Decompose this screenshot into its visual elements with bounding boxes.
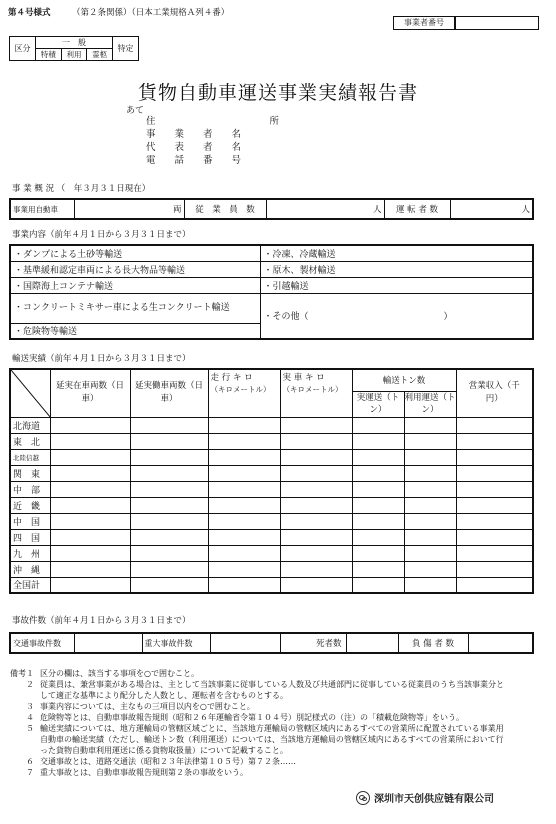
address-label: 住 所 xyxy=(146,116,280,127)
transport-cell[interactable] xyxy=(280,417,352,433)
injured-field[interactable] xyxy=(468,633,533,653)
transport-cell[interactable] xyxy=(50,561,130,577)
transport-row xyxy=(10,465,533,481)
transport-cell[interactable] xyxy=(352,529,404,545)
transport-cell[interactable] xyxy=(208,417,280,433)
col-distance xyxy=(208,369,280,417)
note-1-num: 備考１ xyxy=(10,669,34,678)
transport-cell[interactable] xyxy=(404,465,456,481)
representative-name-label: 代 表 者 名 xyxy=(146,142,242,153)
note-6-num: ６ xyxy=(26,757,34,766)
note-6 xyxy=(10,756,510,767)
watermark-text: 深圳市天创供应链有限公司 xyxy=(374,794,494,805)
deaths-label: 死者数 xyxy=(280,633,346,653)
transport-cell[interactable] xyxy=(352,417,404,433)
transport-cell[interactable] xyxy=(50,545,130,561)
transport-cell[interactable] xyxy=(280,545,352,561)
col-tonnage-actual: 実運送（トン） xyxy=(352,391,404,417)
business-item-moving[interactable]: ・引越輸送 xyxy=(260,277,533,293)
note-2-text: 従業員は、兼営事業がある場合は、主として当該事業に従事している人数及び共通部門に従事している従業員のうち当該事業分として適正な基準により配分した人数とし、運転者を含むものとする。 xyxy=(40,680,504,700)
transport-cell[interactable] xyxy=(208,465,280,481)
category-sub-riyou: 利用 xyxy=(61,49,87,61)
transport-cell[interactable] xyxy=(352,497,404,513)
transport-cell[interactable] xyxy=(404,577,456,593)
transport-cell[interactable] xyxy=(404,433,456,449)
transport-cell[interactable] xyxy=(50,417,130,433)
transport-cell[interactable] xyxy=(456,497,533,513)
transport-cell[interactable] xyxy=(352,561,404,577)
transport-cell[interactable] xyxy=(352,465,404,481)
transport-cell[interactable] xyxy=(352,433,404,449)
transport-cell[interactable] xyxy=(50,465,130,481)
transport-cell[interactable] xyxy=(208,497,280,513)
overview-table xyxy=(9,198,534,220)
transport-row xyxy=(10,449,533,465)
major-accidents-label: 重大事故件数 xyxy=(142,633,210,653)
note-1-text: 区分の欄は、該当する事項を○で囲むこと。 xyxy=(40,669,199,678)
diagonal-line xyxy=(11,370,51,418)
col-tonnage-use: 利用運送（トン） xyxy=(404,393,456,415)
deaths-field[interactable] xyxy=(346,633,398,653)
transport-cell[interactable] xyxy=(404,481,456,497)
vehicles-label: 事業用自動車 xyxy=(10,199,74,219)
transport-cell[interactable] xyxy=(130,497,208,513)
transport-cell[interactable] xyxy=(130,545,208,561)
transport-cell[interactable] xyxy=(456,449,533,465)
business-item-oversize[interactable]: ・基準緩和認定車両による長大物品等輸送 xyxy=(10,261,260,277)
drivers-unit: 人 xyxy=(521,205,530,215)
operator-number-label: 事業者番号 xyxy=(393,16,455,30)
transport-cell[interactable] xyxy=(456,465,533,481)
transport-cell[interactable] xyxy=(280,529,352,545)
business-item-hazardous[interactable]: ・危険物等輸送 xyxy=(10,323,260,339)
transport-cell[interactable] xyxy=(208,433,280,449)
transport-cell[interactable] xyxy=(208,449,280,465)
transport-table xyxy=(9,368,534,594)
employees-unit: 人 xyxy=(372,205,382,215)
transport-cell[interactable] xyxy=(50,449,130,465)
employees-field[interactable] xyxy=(266,199,384,219)
traffic-accidents-label: 交通事故件数 xyxy=(10,633,74,653)
transport-rows xyxy=(10,417,533,593)
note-4-num: ４ xyxy=(26,713,34,722)
transport-cell[interactable] xyxy=(208,513,280,529)
transport-cell[interactable] xyxy=(404,417,456,433)
transport-cell[interactable] xyxy=(280,497,352,513)
transport-cell[interactable] xyxy=(280,561,352,577)
notes xyxy=(10,668,510,778)
transport-cell[interactable] xyxy=(352,513,404,529)
drivers-label: 運 転 者 数 xyxy=(384,199,450,219)
transport-cell[interactable] xyxy=(280,481,352,497)
region-label: 中 国 xyxy=(10,513,50,529)
watermark xyxy=(352,788,498,807)
drivers-field[interactable] xyxy=(450,199,533,219)
form-reference: （第２条関係）（日本工業規格Ａ列４番） xyxy=(72,8,230,18)
category-sub-reikyu: 霊柩 xyxy=(87,49,113,61)
employees-label: 従 業 員 数 xyxy=(184,199,266,219)
transport-cell[interactable] xyxy=(456,433,533,449)
transport-cell[interactable] xyxy=(50,513,130,529)
transport-row xyxy=(10,577,533,593)
col-loaded-distance xyxy=(280,369,352,417)
transport-cell[interactable] xyxy=(50,529,130,545)
transport-cell[interactable] xyxy=(456,577,533,593)
corner-cell xyxy=(10,369,50,417)
region-label: 九 州 xyxy=(10,545,50,561)
transport-cell[interactable] xyxy=(404,545,456,561)
operator-name-label: 事 業 者 名 xyxy=(146,129,242,140)
transport-cell[interactable] xyxy=(50,497,130,513)
transport-row xyxy=(10,497,533,513)
transport-cell[interactable] xyxy=(130,417,208,433)
business-item-timber[interactable]: ・原木、製材輸送 xyxy=(260,261,533,277)
transport-cell[interactable] xyxy=(130,433,208,449)
transport-row xyxy=(10,545,533,561)
transport-cell[interactable] xyxy=(404,561,456,577)
col-existing-vehicles: 延実在車両数（日車） xyxy=(50,369,130,417)
transport-cell[interactable] xyxy=(130,529,208,545)
transport-cell[interactable] xyxy=(280,513,352,529)
transport-cell[interactable] xyxy=(404,529,456,545)
col-loaded-distance-unit: （キロメートル） xyxy=(282,385,343,394)
transport-cell[interactable] xyxy=(352,577,404,593)
business-item-container[interactable]: ・国際海上コンテナ輸送 xyxy=(10,277,260,293)
transport-cell[interactable] xyxy=(456,513,533,529)
transport-cell[interactable] xyxy=(130,513,208,529)
note-5-num: ５ xyxy=(26,724,34,733)
transport-row xyxy=(10,513,533,529)
transport-cell[interactable] xyxy=(50,577,130,593)
note-3 xyxy=(10,701,510,712)
operator-number-field[interactable] xyxy=(455,16,539,30)
transport-row xyxy=(10,529,533,545)
transport-cell[interactable] xyxy=(50,481,130,497)
transport-cell[interactable] xyxy=(352,449,404,465)
region-label: 中 部 xyxy=(10,481,50,497)
col-revenue: 営業収入（千円） xyxy=(456,369,533,417)
col-working-vehicles: 延実働車両数（日車） xyxy=(130,369,208,417)
transport-heading: 輸送実績（前年４月１日から３月３１日まで） xyxy=(12,354,191,364)
transport-cell[interactable] xyxy=(208,577,280,593)
overview-heading: 事 業 概 況 （ 年３月３１日現在） xyxy=(12,184,151,194)
business-item-refrigerated[interactable]: ・冷凍、冷蔵輸送 xyxy=(260,245,533,261)
transport-cell[interactable] xyxy=(404,497,456,513)
major-accidents-field[interactable] xyxy=(210,633,280,653)
region-label: 北陸信越 xyxy=(10,449,50,465)
vehicles-field[interactable] xyxy=(74,199,184,219)
business-item-other[interactable]: ・その他（ ） xyxy=(260,293,533,339)
region-label: 近 畿 xyxy=(10,497,50,513)
transport-cell[interactable] xyxy=(280,577,352,593)
transport-cell[interactable] xyxy=(280,465,352,481)
note-2 xyxy=(10,679,510,701)
region-label: 沖 縄 xyxy=(10,561,50,577)
transport-row xyxy=(10,417,533,433)
col-distance-title: 走 行 キ ロ xyxy=(210,373,253,383)
col-tonnage: 輸送トン数 xyxy=(352,369,456,391)
business-item-dump[interactable]: ・ダンプによる土砂等輸送 xyxy=(10,245,260,261)
transport-cell[interactable] xyxy=(456,561,533,577)
note-5-text: 輸送実績については、地方運輸局の管轄区域ごとに、当該地方運輸局の管轄区域内にあるすべての営業所に配置されている事業用自動車の輸送実績（ただし、輸送トン数（利用運送）については、当該地方運輸局の管轄区域内にあるすべての営業所において行った貨物自動車利用運送に係る貨物取扱量）について記載すること。 xyxy=(40,724,504,755)
transport-cell[interactable] xyxy=(130,577,208,593)
note-4 xyxy=(10,712,510,723)
address-fields xyxy=(146,115,326,167)
col-loaded-distance-title: 実 車 キ ロ xyxy=(282,373,325,383)
transport-cell[interactable] xyxy=(352,545,404,561)
category-general: 一 般 xyxy=(36,37,113,49)
transport-row xyxy=(10,481,533,497)
note-6-text: 交通事故とは、道路交通法（昭和２３年法律第１０５号）第７２条…… xyxy=(40,757,296,766)
note-2-num: ２ xyxy=(26,680,34,689)
region-label: 東 北 xyxy=(10,433,50,449)
region-label: 北海道 xyxy=(10,417,50,433)
region-label: 全国計 xyxy=(10,577,50,593)
business-item-concrete[interactable]: ・コンクリートミキサー車による生コンクリート輸送 xyxy=(10,293,260,323)
transport-cell[interactable] xyxy=(352,481,404,497)
transport-cell[interactable] xyxy=(404,449,456,465)
accidents-table xyxy=(9,632,534,654)
category-box xyxy=(9,36,139,61)
form-number: 第４号様式 xyxy=(8,8,51,18)
category-sub-tokuseki: 特積 xyxy=(36,49,62,61)
transport-cell[interactable] xyxy=(130,481,208,497)
region-label: 四 国 xyxy=(10,529,50,545)
business-heading: 事業内容（前年４月１日から３月３１日まで） xyxy=(12,230,191,240)
transport-row xyxy=(10,561,533,577)
injured-label: 負 傷 者 数 xyxy=(398,633,468,653)
traffic-accidents-field[interactable] xyxy=(74,633,142,653)
transport-cell[interactable] xyxy=(130,465,208,481)
transport-cell[interactable] xyxy=(130,561,208,577)
vehicles-unit: 両 xyxy=(172,205,182,215)
transport-cell[interactable] xyxy=(50,433,130,449)
accidents-heading: 事故件数（前年４月１日から３月３１日まで） xyxy=(12,616,191,626)
note-3-text: 事業内容については、主なもの三項目以内を○で囲むこと。 xyxy=(40,702,255,711)
transport-cell[interactable] xyxy=(456,529,533,545)
transport-cell[interactable] xyxy=(280,433,352,449)
transport-cell[interactable] xyxy=(208,561,280,577)
region-label: 関 東 xyxy=(10,465,50,481)
transport-cell[interactable] xyxy=(456,545,533,561)
phone-number-label: 電 話 番 号 xyxy=(146,155,242,166)
category-special: 特定 xyxy=(113,37,139,61)
transport-cell[interactable] xyxy=(130,449,208,465)
note-7 xyxy=(10,767,510,778)
page-title: 貨物自動車運送事業実績報告書 xyxy=(137,82,418,104)
col-distance-unit: （キロメートル） xyxy=(210,385,271,394)
transport-cell[interactable] xyxy=(208,529,280,545)
addressee: あて xyxy=(126,106,145,116)
transport-cell[interactable] xyxy=(456,481,533,497)
note-4-text: 危険物等とは、自動車事故報告規則（昭和２６年運輸省令第１０４号）別記様式の（注）の「積載危険物等」をいう。 xyxy=(40,713,464,722)
transport-cell[interactable] xyxy=(280,449,352,465)
note-5 xyxy=(10,723,510,756)
transport-cell[interactable] xyxy=(208,545,280,561)
business-table xyxy=(9,244,534,340)
note-1 xyxy=(10,668,510,679)
transport-cell[interactable] xyxy=(404,513,456,529)
note-3-num: ３ xyxy=(26,702,34,711)
wechat-icon xyxy=(356,791,370,805)
note-7-num: ７ xyxy=(26,768,34,777)
category-label: 区分 xyxy=(10,37,36,61)
note-7-text: 重大事故とは、自動車事故報告規則第２条の事故をいう。 xyxy=(40,768,248,777)
transport-cell[interactable] xyxy=(208,481,280,497)
transport-row xyxy=(10,433,533,449)
transport-cell[interactable] xyxy=(456,417,533,433)
